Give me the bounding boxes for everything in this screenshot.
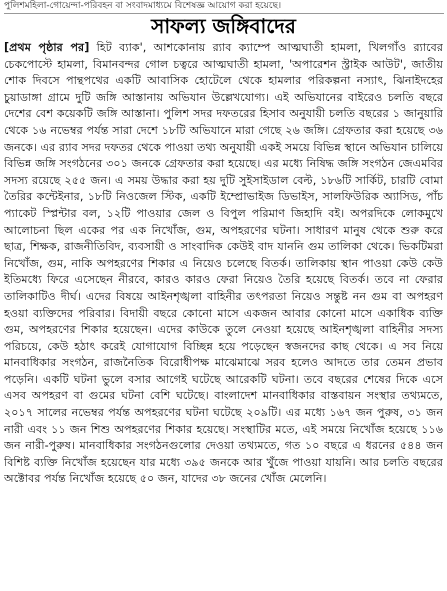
- article-paragraph: [4, 40, 443, 488]
- article-text: হিট ব্যাক', আশকোনায় র‍্যাব ক্যাম্পে আত্মঘাতী হামলা, খিলগাঁও র‍্যাবের চেকপোস্টে হামলা, বিমানবন্দর গোল চত্বরে আত্মঘাতী হামলা, 'অপারেশন স্ট্রাইক আউট', জাতীয় শোক দিবসে পান্থপথের একটি আবাসিক হোটেলে থেকে হামলার পরিকল্পনা নস্যাৎ, ঝিনাইদহের চুয়াডাঙ্গা গ্রামে দুটি জঙ্গি আস্তানায় অভিযান উল্লেখযোগ্য। এই অভিযানের বাইরেও চলতি বছরে দেশের বেশ কয়েকটি জঙ্গি আস্তানা। পুলিশ সদর দফতরের হিসাব অনুযায়ী চলতি বছরের ১ জানুয়ারি থেকে ১৬ নভেম্বর পর্যন্ত সারা দেশে ১৮টি অভিযানে মারা গেছে ২৬ জঙ্গি। গ্রেফতার করা হয়েছে ৩৬ জনকে। এর র‍্যাব সদর দফতর থেকে পাওয়া তথ্য অনুযায়ী একই সময়ে বিভিন্ন স্থানে অভিযান চালিয়ে বিভিন্ন জঙ্গি সংগঠনের ৩০১ জনকে গ্রেফতার করা হয়েছে। এর মধ্যে নিষিদ্ধ জঙ্গি সংগঠন জেএমবির সদস্য রয়েছে ২৫৫ জন। এ সময় উদ্ধার করা হয় দুটি সুইসাইডাল বেল্ট, ১৮৬টি সার্কিট, চারটি বোমা তৈরির কন্টেইনার, ১৮টি নিওজেল স্টিক, একটি ইম্প্রোভাইজ ডিভাইস, সালফিউরিক অ্যাসিড, পাঁচ প্যাকেট স্প্লিন্টার বল, ১২টি পাওয়ার জেল ও বিপুল পরিমাণ জিহাদি বই। অপরদিকে লোকমুখে আলোচনা ছিল একের পর এক নিখোঁজ, গুম, অপহরণের ঘটনা। সাধারণ মানুষ থেকে শুরু করে ছাত্র, শিক্ষক, রাজনীতিবিদ, ব্যবসায়ী ও সাংবাদিক কেউই বাদ যাননি গুম তালিকা থেকে। ভিকটিমরা নিখোঁজ, গুম, নাকি অপহরণের শিকার এ নিয়েও চলেছে বিতর্ক। তালিকায় স্থান পাওয়া কেউ কেউ ইতিমধ্যে ফিরে এসেছেন নীরবে, কারও কারও ফেরা নিয়েও তৈরি হয়েছে বিতর্ক। তবে না ফেরার তালিকাটিও দীর্ঘ। এদের বিষয়ে আইনশৃঙ্খলা বাহিনীর তৎপরতা নিয়েও সন্তুষ্ট নন গুম বা অপহরণ হওয়া ব্যক্তিদের পরিবার। বিদায়ী বছরে কোনো মাসে একজন আবার কোনো মাসে একাধিক ব্যক্তি গুম, অপহরণের শিকার হয়েছেন। এদের কাউকে তুলে নেওয়া হয়েছে আইনশৃঙ্খলা বাহিনীর সদস্য পরিচয়ে, কেউ হঠাৎ করেই যোগাযোগ বিচ্ছিন্ন হয়ে পড়েছেন স্বজনদের কাছ থেকে। এ সব নিয়ে মানবাধিকার সংগঠন, রাজনৈতিক বিরোধীপক্ষ মাঝেমাঝে সরব হলেও আদতে তার তেমন প্রভাব পড়েনি। একটি ঘটনা ভুলে বসার আগেই ঘটেছে আরেকটি ঘটনা। তবে বছরের শেষের দিকে এসে এসব অপহরণ বা গুমের ঘটনা বেশি ঘটেছে। বাংলাদেশ মানবাধিকার বাস্তবায়ন সংস্থার তথ্যমতে, ২০১৭ সালের নভেম্বর পর্যন্ত অপহরণের ঘটনা ঘটেছে ২০৯টি। এর মধ্যে ১৬৭ জন পুরুষ, ৩১ জন নারী এবং ১১ জন শিশু অপহরণের শিকার হয়েছে। সংস্থাটির মতে, এই সময়ে নিখোঁজ হয়েছে ১১৬ জন নারী-পুরুষ। মানবাধিকার সংগঠনগুলোর দেওয়া তথ্যমতে, গত ১০ বছরে এ ধরনের ৫৪৪ জন বিশিষ্ট ব্যক্তি নিখোঁজ হয়েছেন যার মধ্যে ৩৯৫ জনকে আর খুঁজে পাওয়া যায়নি। আর চলতি বছরের অক্টোবর পর্যন্ত নিখোঁজ হয়েছে ৫০ জন, যাদের ৩৮ জনের খোঁজ মেলেনি।: [4, 41, 443, 486]
- headline: সাফল্য জঙ্গিবাদের: [151, 14, 296, 38]
- continuation-label: [প্রথম পৃষ্ঠার পর]: [4, 41, 90, 54]
- previous-article-fragment: পুলিশমহিলা-গোয়েন্দা-পরিবহন বা সংবাদমাধ্যমে বিশেষজ্ঞ আয়োগ করা হয়েছে।: [4, 0, 444, 14]
- article-body: [4, 40, 443, 588]
